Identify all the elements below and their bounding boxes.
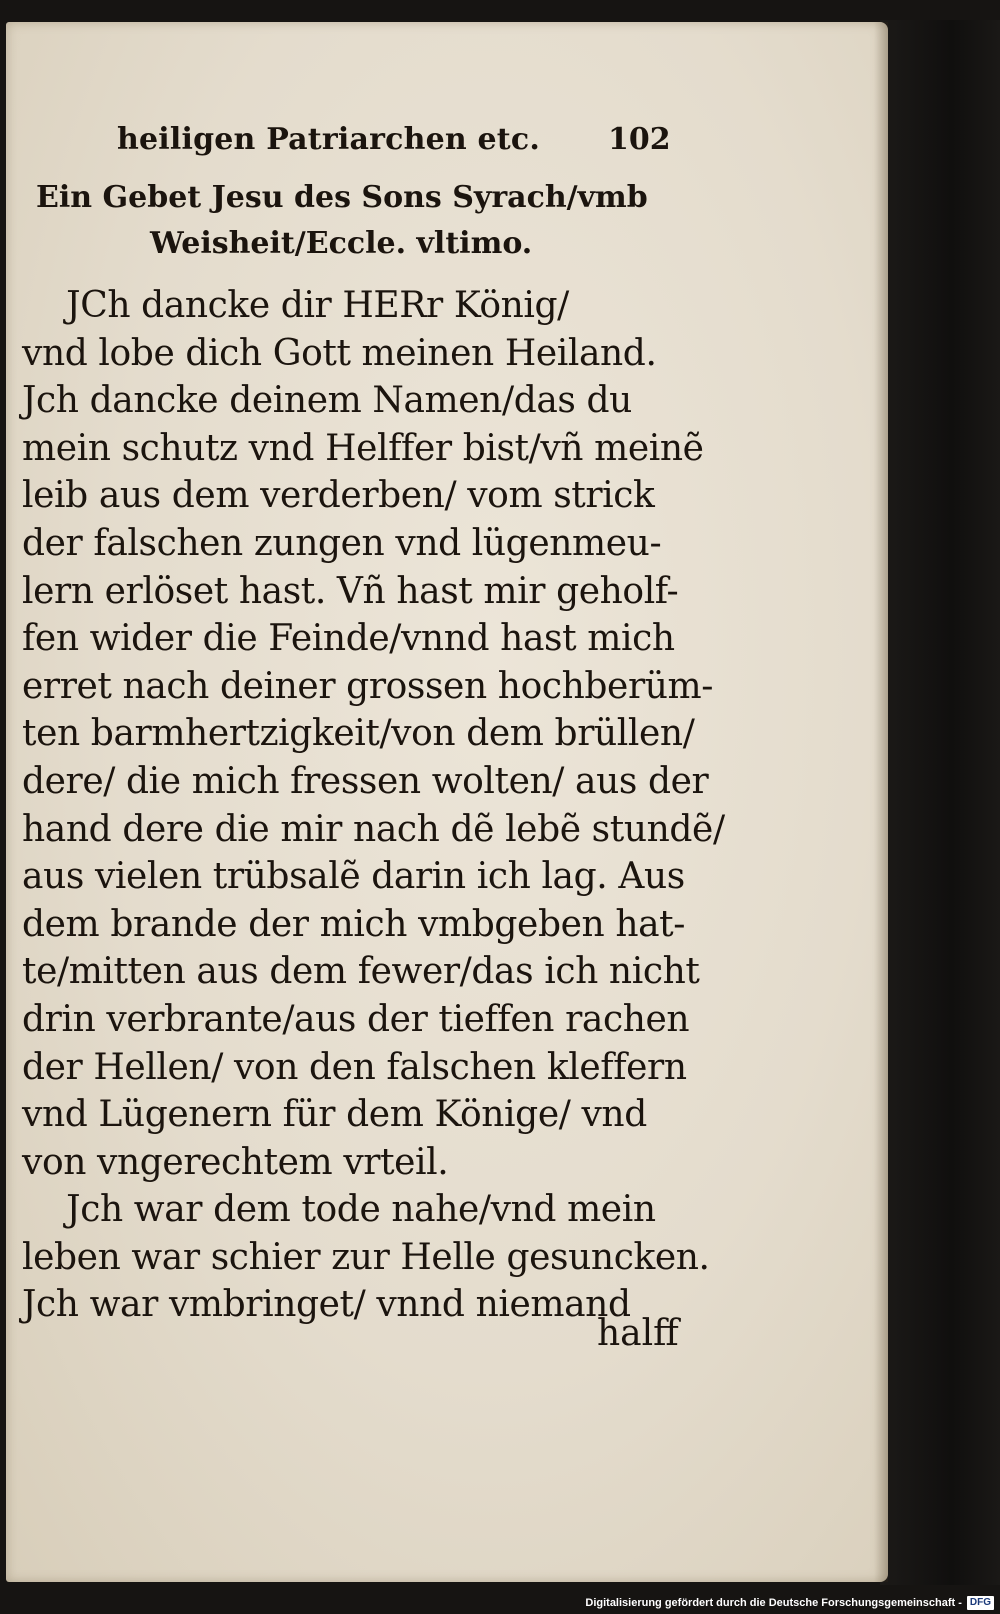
section-title-line-1: Ein Gebet Jesu des Sons Syrach/vmb xyxy=(36,180,648,215)
text-line: vnd Lügenern für dem Könige/ vnd xyxy=(22,1094,647,1136)
text-line: Jch war dem tode nahe/vnd mein xyxy=(22,1189,656,1231)
text-line: der falschen zungen vnd lügenmeu- xyxy=(22,522,662,564)
dfg-logo: DFG xyxy=(967,1596,994,1610)
text-line: JCh dancke dir HERr König/ xyxy=(22,285,569,326)
text-line: der Hellen/ von den falschen kleffern xyxy=(22,1046,687,1088)
text-line: fen wider die Feinde/vnnd hast mich xyxy=(22,618,675,660)
text-line: dem brande der mich vmbgeben hat- xyxy=(22,903,685,945)
text-line: leben war schier zur Helle gesuncken. xyxy=(22,1236,710,1278)
text-line: vnd lobe dich Gott meinen Heiland. xyxy=(22,332,657,374)
text-line: aus vielen trübsalẽ darin ich lag. Aus xyxy=(22,856,685,898)
footer-credit-text: Digitalisierung gefördert durch die Deutsche Forschungsgemeinschaft - xyxy=(585,1597,962,1609)
running-header: heiligen Patriarchen etc. xyxy=(117,122,540,157)
body-text xyxy=(22,282,725,1329)
section-title-line-2: Weisheit/Eccle. vltimo. xyxy=(150,226,533,261)
backing-board xyxy=(880,20,1000,1585)
text-line: mein schutz vnd Helffer bist/vñ meinẽ xyxy=(22,427,704,469)
text-line: leib aus dem verderben/ vom strick xyxy=(22,475,655,517)
text-line: lern erlöset hast. Vñ hast mir geholf- xyxy=(22,570,679,612)
text-line: von vngerechtem vrteil. xyxy=(22,1141,449,1183)
text-line: hand dere die mir nach dẽ lebẽ stundẽ/ xyxy=(22,808,725,850)
text-line: Jch war vmbringet/ vnnd niemand xyxy=(22,1284,631,1326)
text-line: te/mitten aus dem fewer/das ich nicht xyxy=(22,951,700,993)
text-line: Jch dancke deinem Namen/das du xyxy=(22,380,632,422)
footer-credit xyxy=(585,1594,994,1612)
page-number: 102 xyxy=(608,122,671,157)
text-line: erret nach deiner grossen hochberüm- xyxy=(22,665,714,707)
catchword: halff xyxy=(597,1313,679,1354)
text-line: dere/ die mich fressen wolten/ aus der xyxy=(22,760,709,802)
text-line: drin verbrante/aus der tieffen rachen xyxy=(22,998,690,1040)
text-line: ten barmhertzigkeit/von dem brüllen/ xyxy=(22,713,695,755)
